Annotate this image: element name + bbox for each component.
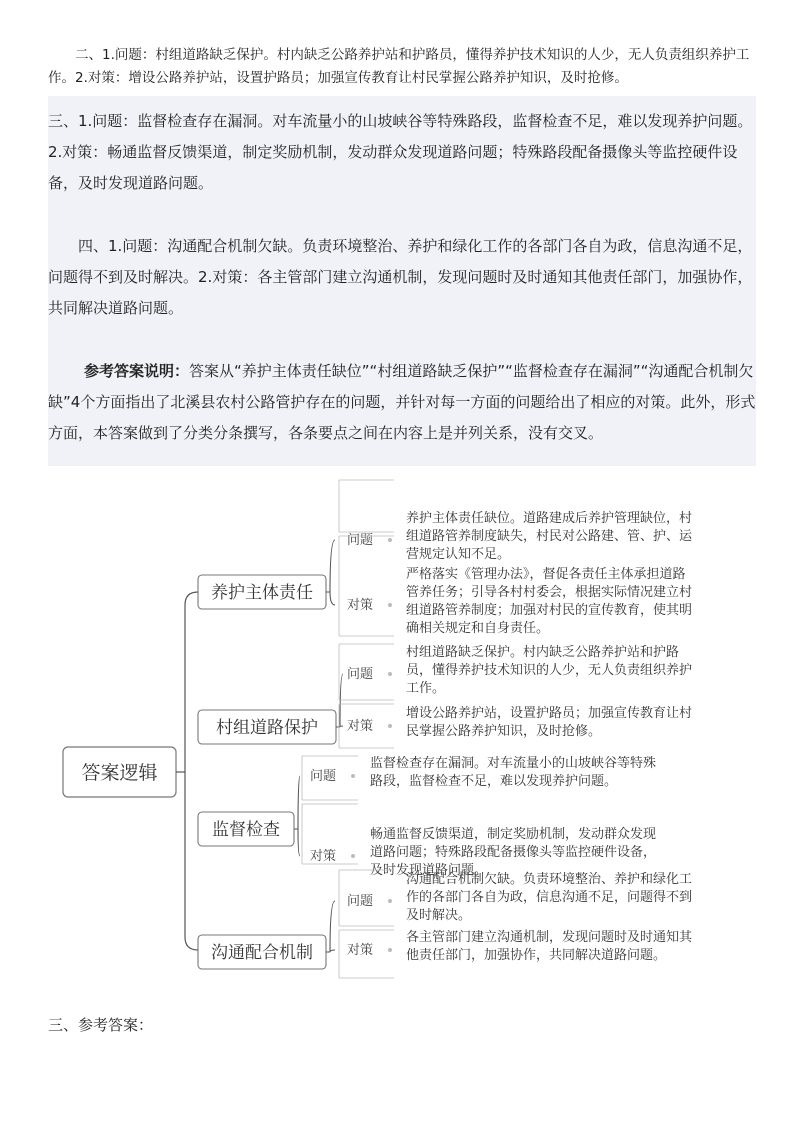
question-dot-2 <box>388 672 392 676</box>
branch-connector-4 <box>326 901 335 952</box>
question-text-line: 作的各部门各自为政，信息沟通不足，问题得不到 <box>406 890 693 905</box>
measure-label-3: 对策 <box>310 849 337 864</box>
question-text-line: 路段，监督检查不足，难以发现养护问题。 <box>370 774 618 789</box>
question-dot-1 <box>388 538 392 542</box>
measure-text-line: 各主管部门建立沟通机制，发现问题时及时通知其 <box>406 930 693 945</box>
branch-connector-3 <box>294 776 300 856</box>
mindmap-root-label: 答案逻辑 <box>81 762 158 784</box>
question-text-line: 组道路管养制度缺失，村民对公路建、管、护、运 <box>406 529 693 544</box>
explanation-label: 参考答案说明： <box>84 362 190 380</box>
answer-paragraph-3: 三、1.问题：监督检查存在漏洞。对车流量小的山坡峡谷等特殊路段，监督检查不足，难以发现养护问题。2.对策：畅通监督反馈渠道，制定奖励机制，发动群众发现道路问题；特殊路段配备摄像头等监控硬件设备，及时发现道路问题。 <box>48 112 753 192</box>
answer-paragraph-2: 二、1.问题：村组道路缺乏保护。村内缺乏公路养护站和护路员，懂得养护技术知识的人少，无人负责组织养护工作。2.对策：增设公路养护站，设置护路员；加强宣传教育让村民掌握公路养护知识，及时抢修。 <box>48 47 750 86</box>
measure-label-2: 对策 <box>347 719 374 734</box>
measure-label-4: 对策 <box>347 943 374 958</box>
answer-paragraph-4: 四、1.问题：沟通配合机制欠缺。负责环境整治、养护和绿化工作的各部门各自为政，信息沟通不足，问题得不到及时解决。2.对策：各主管部门建立沟通机制，发现问题时及时通知其他责任部门，加强协作，共同解决道路问题。 <box>48 237 753 317</box>
question-text-line: 员，懂得养护技术知识的人少，无人负责组织养护 <box>406 663 693 678</box>
question-text-line: 养护主体责任缺位。道路建成后养护管理缺位，村 <box>406 511 693 526</box>
measure-bracket-1 <box>339 536 394 636</box>
question-label-3: 问题 <box>310 769 337 784</box>
measure-text-line: 及时发现道路问题。 <box>370 863 488 878</box>
section-heading-reference-answer: 三、参考答案： <box>48 1016 154 1034</box>
measure-dot-2 <box>388 724 392 728</box>
measure-text-line: 增设公路养护站，设置护路员；加强宣传教育让村 <box>406 706 693 721</box>
measure-text-line: 组道路管养制度；加强对村民的宣传教育，使其明 <box>406 603 693 618</box>
question-label-4: 问题 <box>347 894 374 909</box>
measure-text-line: 严格落实《管理办法》，督促各责任主体承担道路 <box>406 567 686 582</box>
main-bracket <box>185 592 198 950</box>
branch-title-2: 村组道路保护 <box>216 718 318 738</box>
branch-title-4: 沟通配合机制 <box>211 943 313 963</box>
measure-text-line: 管养任务；引导各村村委会，根据实际情况建立村 <box>406 585 693 600</box>
question-text-line: 营规定认知不足。 <box>406 547 511 562</box>
measure-dot-1 <box>388 603 392 607</box>
measure-text-line: 道路问题；特殊路段配备摄像头等监控硬件设备， <box>370 845 657 860</box>
question-text-line: 工作。 <box>406 681 446 696</box>
question-text-line: 沟通配合机制欠缺。负责环境整治、养护和绿化工 <box>406 872 693 887</box>
branch-title-3: 监督检查 <box>212 820 280 840</box>
question-bracket-1 <box>339 480 394 532</box>
measure-text-line: 民掌握公路养护知识，及时抢修。 <box>406 724 602 739</box>
branch-title-1: 养护主体责任 <box>211 583 313 603</box>
question-label-1: 问题 <box>347 533 374 548</box>
explanation-body: 答案从“养护主体责任缺位”“村组道路缺乏保护”“监督检查存在漏洞”“沟通配合机制欠缺”4个方面指出了北溪县农村公路管护存在的问题，并针对每一方面的问题给出了相应的对策。此外，形式方面，本答案做到了分类分条撰写，各条要点之间在内容上是并列关系，没有交叉。 <box>48 362 756 442</box>
measure-dot-3 <box>351 854 355 858</box>
measure-dot-4 <box>388 948 392 952</box>
question-dot-4 <box>388 899 392 903</box>
question-label-2: 问题 <box>347 667 374 682</box>
answer-explanation <box>48 356 760 449</box>
measure-label-1: 对策 <box>347 598 374 613</box>
question-text-line: 村组道路缺乏保护。村内缺乏公路养护站和护路 <box>406 645 680 660</box>
answer-logic-mindmap <box>0 470 800 990</box>
measure-text-line: 他责任部门，加强协作，共同解决道路问题。 <box>406 948 667 963</box>
measure-text-line: 确相关规定和自身责任。 <box>406 621 550 636</box>
question-text-line: 及时解决。 <box>406 908 472 923</box>
branch-connector-1 <box>326 540 335 605</box>
question-text-line: 监督检查存在漏洞。对车流量小的山坡峡谷等特殊 <box>370 756 657 771</box>
question-dot-3 <box>351 774 355 778</box>
branch-connector-2 <box>336 674 343 727</box>
measure-text-line: 畅通监督反馈渠道，制定奖励机制，发动群众发现 <box>370 827 657 842</box>
